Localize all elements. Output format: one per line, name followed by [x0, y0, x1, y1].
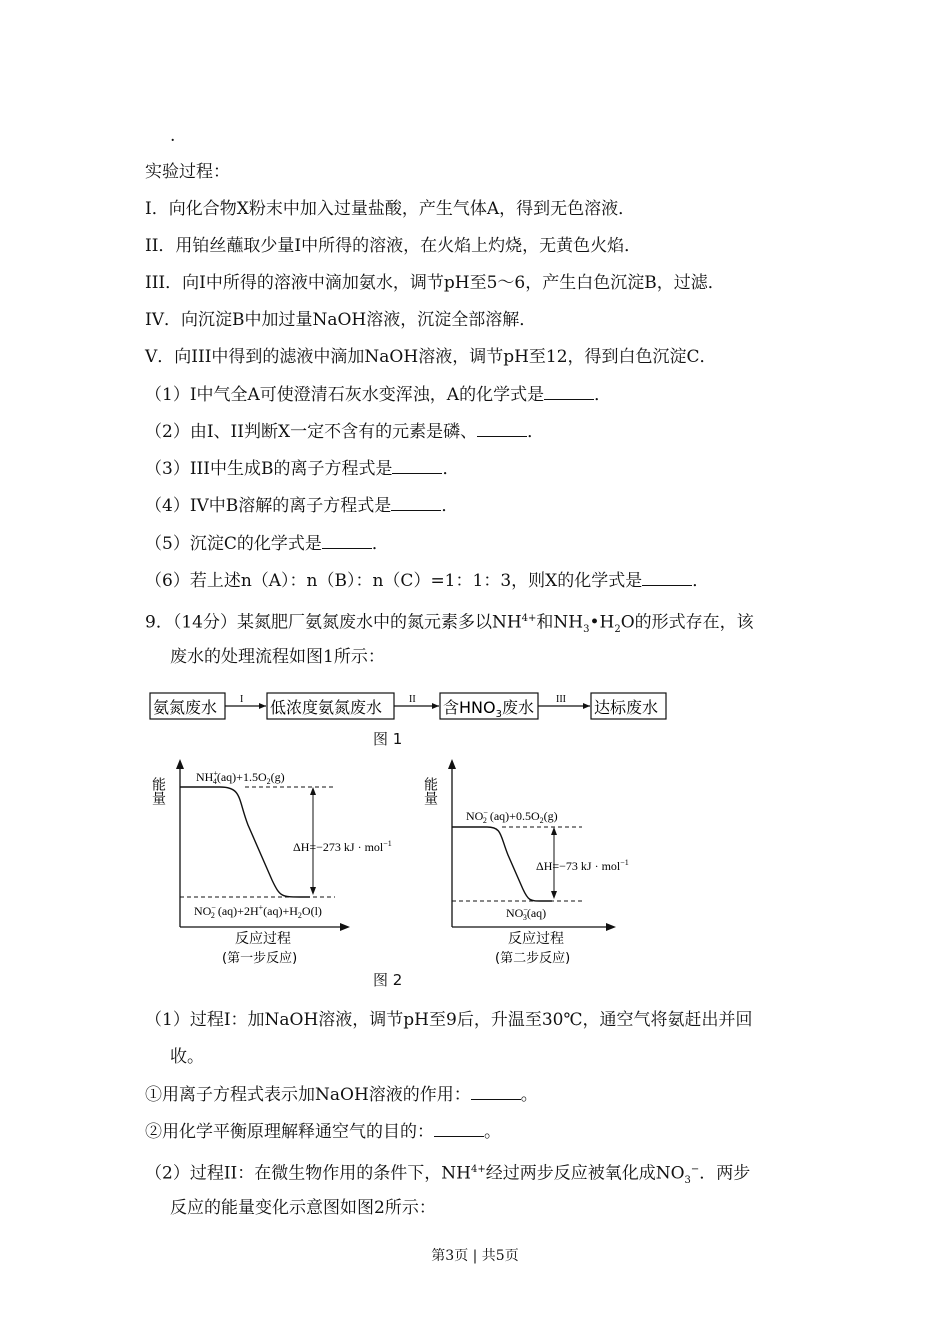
answer-blank[interactable]	[477, 420, 527, 437]
chart-subtitle: (第二步反应)	[495, 951, 571, 966]
chart-subtitle: (第一步反应)	[222, 951, 298, 966]
x-axis-label: 反应过程	[508, 931, 564, 947]
flow-box-3-label: 含$HNO_3$废水	[443, 698, 534, 720]
flow-arrow-1-label: I	[240, 694, 244, 705]
step-3: III．向I中所得的溶液中滴加氨水，调节pH至5～6，产生白色沉淀B，过滤．	[145, 273, 725, 293]
answer-blank[interactable]	[642, 569, 692, 586]
energy-curve	[180, 787, 310, 897]
delta-h-label: ΔH=−73 kJ · mol$^{-1}$	[536, 858, 629, 873]
answer-blank[interactable]	[434, 1120, 484, 1137]
step-5: V．向III中得到的滤液中滴加NaOH溶液，调节pH至12，得到白色沉淀C．	[145, 347, 717, 367]
question-9-line1: 9．（14分）某氮肥厂氨氮废水中的氮元素多以$NH^{4+}$和$NH_3•H_2O$的形式存在，该	[145, 612, 754, 636]
flow-diagram	[140, 688, 680, 728]
question-9-line2: 废水的处理流程如图1所示：	[170, 647, 385, 667]
part1-line1: （1）过程I：加NaOH溶液，调节pH至9后，升温至30℃，通空气将氨赶出并回	[145, 1010, 753, 1030]
answer-blank[interactable]	[544, 383, 594, 400]
answer-blank[interactable]	[391, 494, 441, 511]
question-8-1: （1）I中气全A可使澄清石灰水变浑浊，A的化学式是 ．	[145, 385, 612, 405]
part1-sub2: ②用化学平衡原理解释通空气的目的： 。	[145, 1122, 501, 1142]
question-8-3: （3）III中生成B的离子方程式是 ．	[145, 459, 460, 479]
figure-1-caption: 图 1	[373, 730, 403, 748]
y-axis-label: 能量	[422, 777, 438, 805]
part2-line1: （2）过程II：在微生物作用的条件下，$NH^{4+}$经过两步反应被氧化成$NO_3^-$．两步	[145, 1163, 751, 1187]
part1-line2: 收。	[170, 1047, 204, 1067]
answer-blank[interactable]	[392, 457, 442, 474]
question-8-2: （2）由I、II判断X一定不含有的元素是磷、 ．	[145, 422, 545, 442]
step-1: I．向化合物X粉末中加入过量盐酸，产生气体A，得到无色溶液．	[145, 199, 636, 219]
flow-arrow-3-label: III	[556, 694, 566, 705]
question-8-6: （6）若上述n（A）：n（B）：n（C）=1：1：3，则X的化学式是 ．	[145, 571, 710, 591]
part1-sub1: ①用离子方程式表示加NaOH溶液的作用： 。	[145, 1085, 538, 1105]
product-label: NO− 2 $(aq)+2H^+(aq)+H_2O(l)$	[194, 903, 322, 920]
flow-box-1-label: 氨氮废水	[153, 698, 218, 717]
x-axis-label: 反应过程	[235, 931, 291, 947]
step-4: IV．向沉淀B中加过量NaOH溶液，沉淀全部溶解．	[145, 310, 537, 330]
flow-box-2-label: 低浓度氨氮废水	[270, 698, 383, 717]
top-dot: .	[170, 126, 176, 146]
delta-h-label: ΔH=−273 kJ · mol$^{-1}$	[293, 839, 392, 854]
reactant-label: NH+ $4(aq)+1.5O_2(g)$	[196, 769, 285, 786]
reactant-label: NO− 2 $(aq)+0.5O_2(g)$	[466, 808, 558, 825]
energy-diagram-step1	[150, 755, 390, 970]
question-8-4: （4）IV中B溶解的离子方程式是 ．	[145, 496, 459, 516]
experiment-title: 实验过程：	[145, 162, 230, 182]
part2-line2: 反应的能量变化示意图如图2所示：	[170, 1198, 436, 1218]
answer-blank[interactable]	[471, 1083, 521, 1100]
figure-2-caption: 图 2	[373, 971, 403, 989]
flow-arrow-2-label: II	[409, 694, 416, 705]
energy-diagram-step2	[422, 755, 682, 970]
flow-box-4-label: 达标废水	[594, 698, 659, 717]
page-footer: 第3页 | 共5页	[431, 1248, 519, 1264]
step-2: II．用铂丝蘸取少量I中所得的溶液，在火焰上灼烧，无黄色火焰．	[145, 236, 642, 256]
y-axis-label: 能量	[150, 777, 166, 805]
answer-blank[interactable]	[322, 532, 372, 549]
question-8-5: （5）沉淀C的化学式是 ．	[145, 534, 389, 554]
product-label: NO− 3(aq)	[506, 905, 547, 922]
